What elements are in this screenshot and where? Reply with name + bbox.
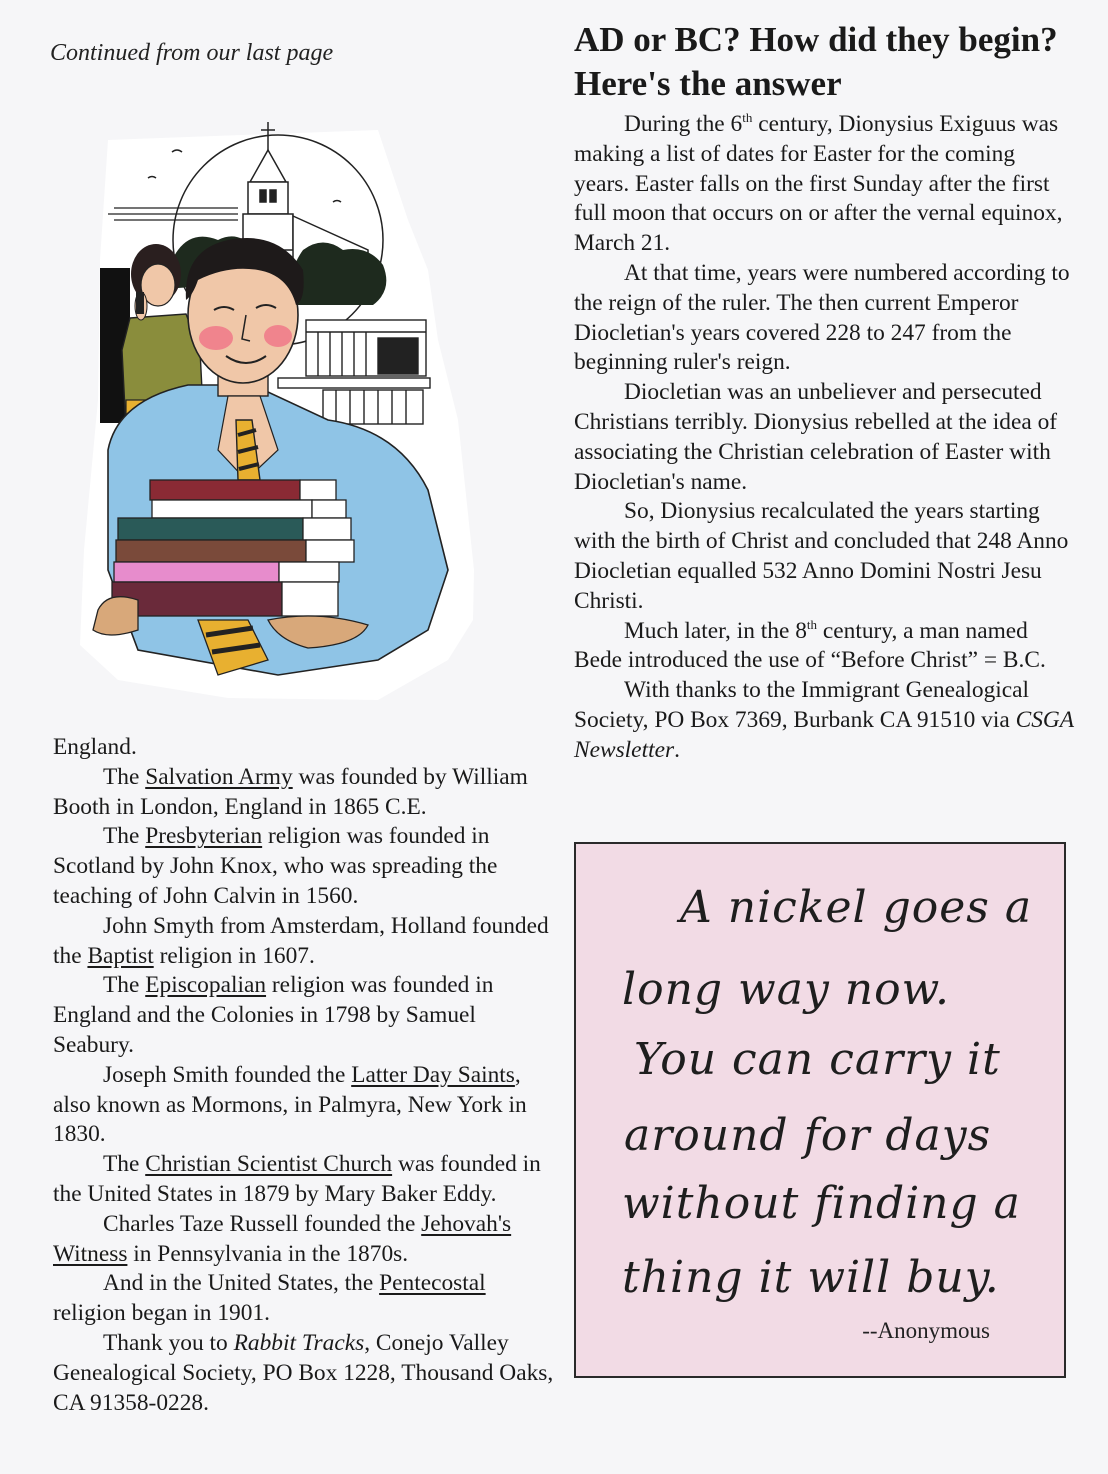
- text-run: , also known as Mormons, in Palmyra, New York in 1830.: [53, 1061, 527, 1148]
- paragraph: [53, 1150, 558, 1210]
- underlined-term: Episcopalian: [145, 972, 267, 999]
- text-run: The: [103, 972, 146, 999]
- quote-line: thing it will buy.: [622, 1252, 1000, 1303]
- text-run: th: [742, 110, 753, 126]
- text-run: Diocletian was an unbeliever and persecuted Christians terribly. Dionysius rebelled at the idea of associating the Christian celebration of Easter with Diocletian's name.: [574, 379, 1058, 495]
- underlined-term: Salvation Army: [145, 763, 293, 790]
- paragraph: [53, 971, 558, 1060]
- paragraph: [574, 617, 1074, 677]
- text-run: The: [103, 1151, 146, 1178]
- paragraph: [574, 497, 1074, 616]
- underlined-term: Pentecostal: [379, 1270, 486, 1297]
- paragraph: [53, 733, 558, 763]
- quote-line: long way now.: [622, 964, 951, 1015]
- quote-line: A nickel goes a: [680, 882, 1033, 933]
- paragraph: [53, 1061, 558, 1150]
- underlined-term: Baptist: [87, 942, 154, 969]
- text-run: Charles Taze Russell founded the: [103, 1210, 422, 1237]
- article-body: [574, 110, 1074, 766]
- text-run: was founded by William Booth in London, England in 1865 C.E.: [53, 763, 528, 820]
- italic-title: CSGA Newsletter: [574, 706, 1074, 763]
- underlined-term: Latter Day Saints: [351, 1061, 515, 1088]
- paragraph: [53, 1210, 558, 1270]
- text-run: John Smyth from Amsterdam, Holland founded the: [53, 912, 549, 969]
- quote-author: --Anonymous: [862, 1318, 990, 1343]
- text-run: .: [674, 736, 680, 763]
- text-run: th: [806, 616, 818, 632]
- text-run: With thanks to the Immigrant Genealogical Society, PO Box 7369, Burbank CA 91510 via: [574, 677, 1030, 733]
- man-with-books-illustration: [78, 100, 474, 704]
- text-run: The: [103, 823, 146, 850]
- text-run: And in the United States, the: [103, 1270, 380, 1297]
- text-run: religion was founded in Scotland by John Knox, who was spreading the teaching of John Calvin in 1560.: [53, 823, 498, 909]
- paragraph: [574, 110, 1074, 259]
- text-run: was founded in the United States in 1879 by Mary Baker Eddy.: [53, 1151, 541, 1207]
- paragraph: [574, 378, 1074, 497]
- text-run: century, a man named Bede introduced the use of “Before Christ” = B.C.: [574, 617, 1046, 674]
- text-run: At that time, years were numbered according to the reign of the ruler. The then current Emperor Diocletian's years covered 228 to 247 from the beginning ruler's reign.: [574, 259, 1070, 376]
- italic-title: Rabbit Tracks: [233, 1329, 365, 1356]
- text-run: religion in 1607.: [153, 942, 315, 969]
- text-run: Joseph Smith founded the: [103, 1061, 352, 1088]
- text-run: The: [103, 763, 146, 790]
- underlined-term: Presbyterian: [145, 823, 263, 850]
- quote-line: You can carry it: [634, 1034, 1001, 1085]
- underlined-term: Christian Scientist Church: [145, 1151, 393, 1178]
- text-run: Much later, in the 8: [624, 617, 807, 644]
- text-run: in Pennsylvania in the 1870s.: [127, 1240, 409, 1267]
- text-run: religion began in 1901.: [53, 1300, 270, 1327]
- underlined-term: Jehovah's Witness: [53, 1210, 512, 1267]
- left-column-text: [53, 733, 558, 1418]
- text-run: So, Dionysius recalculated the years starting with the birth of Christ and concluded that 248 Anno Diocletian equalled 532 Anno Domini Nostri Jesu Christi.: [574, 498, 1069, 614]
- quote-line: around for days: [624, 1110, 992, 1161]
- paragraph: [53, 912, 558, 972]
- paragraph: [53, 822, 558, 911]
- text-run: Thank you to: [103, 1329, 234, 1356]
- text-run: During the 6: [624, 111, 743, 137]
- text-run: century, Dionysius Exiguus was making a list of dates for Easter for the coming years. Easter falls on the first Sunday after the first full moon that occurs on or after the vernal equinox, March 21.: [574, 111, 1063, 257]
- paragraph: [53, 1269, 558, 1329]
- quote-line: without finding a: [622, 1178, 1021, 1229]
- text-run: , Conejo Valley Genealogical Society, PO Box 1228, Thousand Oaks, CA 91358-0228.: [53, 1329, 554, 1416]
- continued-note: Continued from our last page: [50, 40, 334, 66]
- paragraph: [53, 763, 558, 823]
- paragraph: [574, 259, 1074, 378]
- article-headline: AD or BC? How did they begin? Here's the answer: [574, 20, 1058, 103]
- text-run: religion was founded in England and the Colonies in 1798 by Samuel Seabury.: [53, 972, 494, 1058]
- paragraph: [53, 1329, 558, 1418]
- paragraph: [574, 676, 1074, 765]
- text-run: England.: [53, 734, 137, 760]
- quote-box: [574, 842, 1066, 1378]
